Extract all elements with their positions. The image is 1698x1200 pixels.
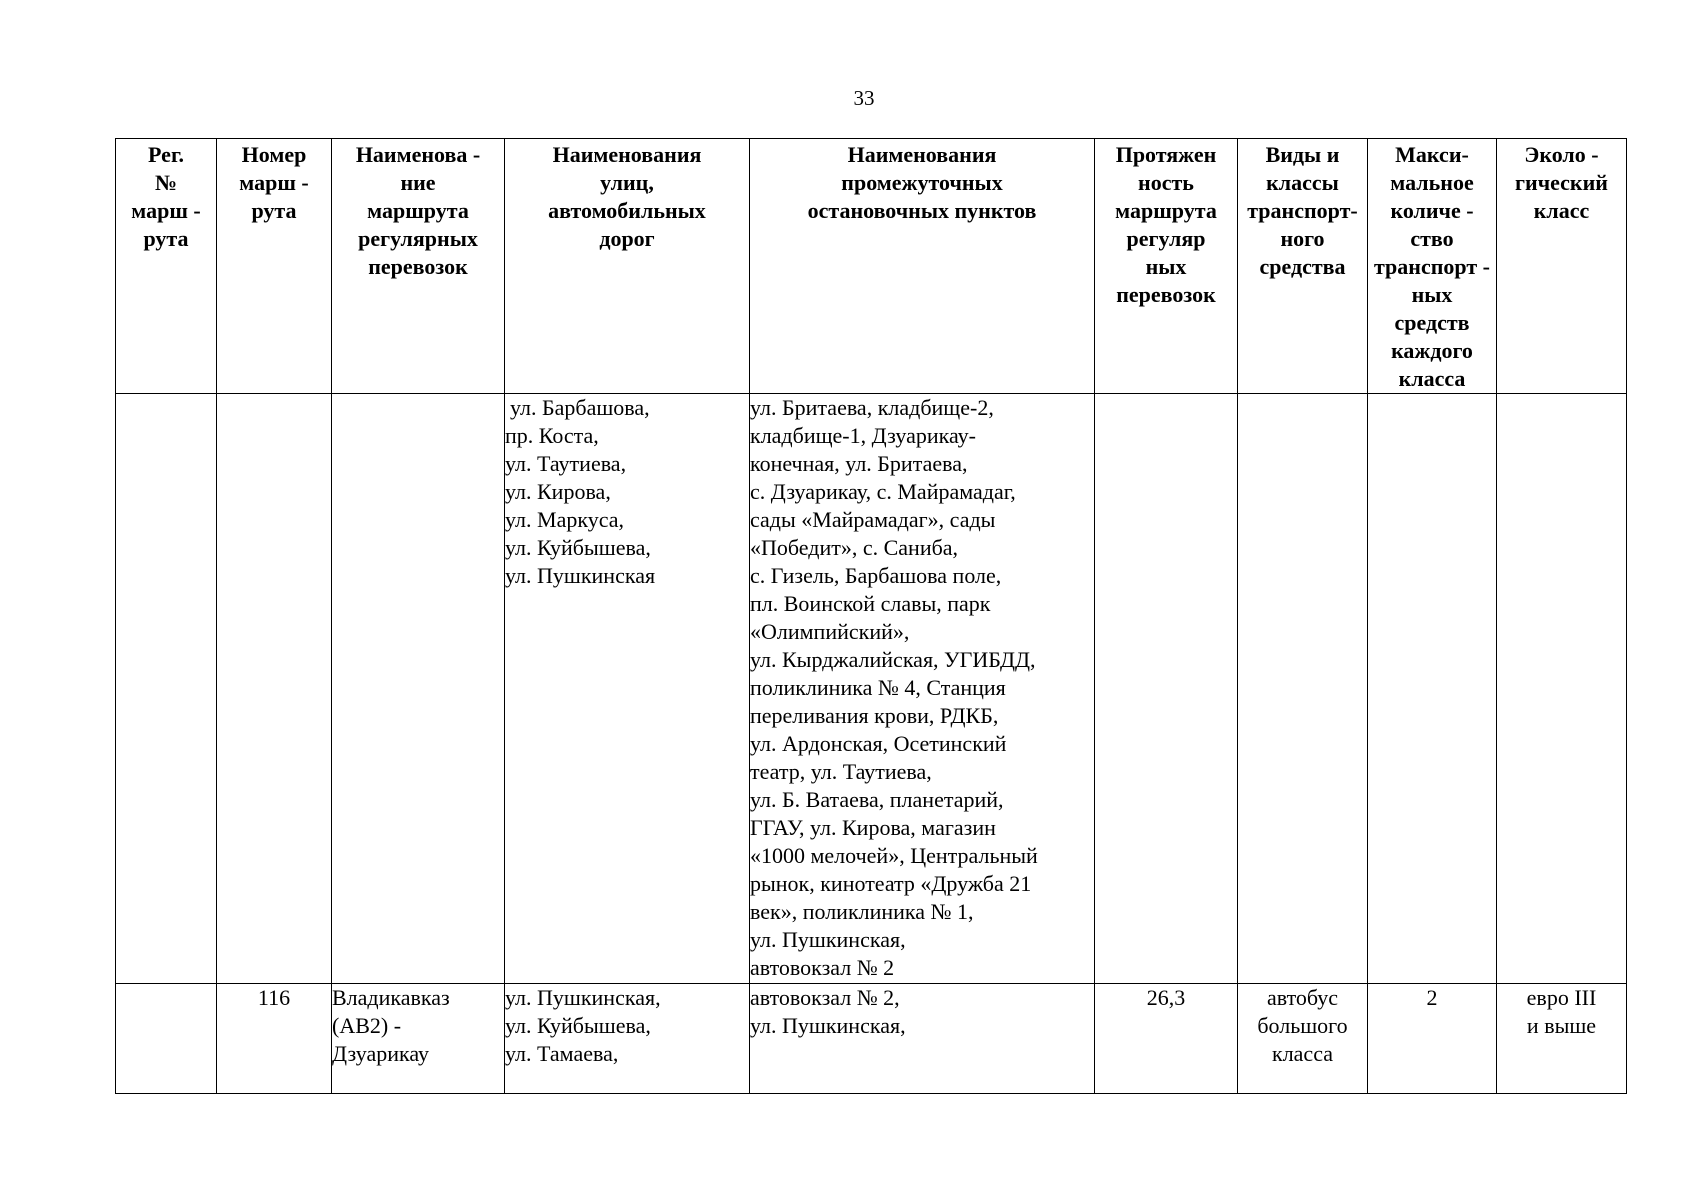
- header-line: автомобильных: [548, 198, 706, 223]
- header-streets: [505, 139, 750, 394]
- cell-stops: [750, 984, 1095, 1094]
- cell-line: евро III: [1526, 985, 1597, 1010]
- cell-line: класса: [1272, 1041, 1333, 1066]
- cell-line: ул. Б. Ватаева, планетарий,: [750, 787, 1004, 812]
- cell-streets: [505, 394, 750, 984]
- cell-route-name: [332, 984, 505, 1094]
- cell-eco-class: [1497, 394, 1627, 984]
- header-line: средства: [1259, 254, 1346, 279]
- cell-line: 2: [1426, 985, 1438, 1010]
- cell-line: кладбище-1, Дзуарикау-: [750, 423, 976, 448]
- header-line: рута: [143, 226, 189, 251]
- cell-route-name: [332, 394, 505, 984]
- header-line: мальное: [1390, 170, 1474, 195]
- cell-vehicle-types: [1238, 394, 1368, 984]
- cell-line: автовокзал № 2: [750, 955, 895, 980]
- header-stops: [750, 139, 1095, 394]
- cell-line: большого: [1257, 1013, 1348, 1038]
- cell-reg-no: [116, 394, 217, 984]
- cell-line: театр, ул. Таутиева,: [750, 759, 932, 784]
- cell-line: 116: [257, 985, 291, 1010]
- cell-line: сады «Майрамадаг», сады: [750, 507, 996, 532]
- cell-line: век», поликлиника № 1,: [750, 899, 974, 924]
- header-line: средств: [1394, 310, 1470, 335]
- header-line: гический: [1515, 170, 1608, 195]
- header-line: №: [154, 170, 178, 195]
- table-row: [116, 984, 1627, 1094]
- cell-streets: [505, 984, 750, 1094]
- header-line: Макси-: [1395, 142, 1469, 167]
- cell-stops: [750, 394, 1095, 984]
- cell-line: ул. Барбашова,: [510, 395, 650, 420]
- cell-line: Владикавказ: [332, 985, 450, 1010]
- cell-line: ул. Куйбышева,: [505, 1013, 651, 1038]
- header-line: маршрута: [1115, 198, 1217, 223]
- cell-line: ул. Пушкинская: [505, 563, 656, 588]
- cell-max-vehicles: [1368, 394, 1497, 984]
- header-eco-class: [1497, 139, 1627, 394]
- cell-line: ул. Тамаева,: [505, 1041, 619, 1066]
- header-route-no: [217, 139, 332, 394]
- header-line: дорог: [599, 226, 655, 251]
- header-line: марш -: [239, 170, 309, 195]
- header-line: промежуточных: [841, 170, 1003, 195]
- cell-line: пр. Коста,: [505, 423, 599, 448]
- cell-line: переливания крови, РДКБ,: [750, 703, 999, 728]
- header-route-name: [332, 139, 505, 394]
- cell-line: «1000 мелочей», Центральный: [750, 843, 1038, 868]
- header-line: ность: [1138, 170, 1194, 195]
- header-line: перевозок: [368, 254, 468, 279]
- header-line: каждого: [1391, 338, 1473, 363]
- cell-line: конечная, ул. Бритаева,: [750, 451, 968, 476]
- header-line: ние: [400, 170, 436, 195]
- header-line: ство: [1410, 226, 1454, 251]
- cell-vehicle-types: [1238, 984, 1368, 1094]
- cell-line: (АВ2) -: [332, 1013, 402, 1038]
- cell-line: автобус: [1266, 985, 1339, 1010]
- cell-line: ул. Куйбышева,: [505, 535, 651, 560]
- cell-line: ул. Кырджалийская, УГИБДД,: [750, 647, 1036, 672]
- cell-line: поликлиника № 4, Станция: [750, 675, 1006, 700]
- cell-line: ул. Таутиева,: [505, 451, 627, 476]
- header-line: классы: [1266, 170, 1339, 195]
- header-line: марш -: [131, 198, 201, 223]
- cell-line: ул. Пушкинская,: [750, 927, 906, 952]
- header-max-vehicles: [1368, 139, 1497, 394]
- cell-line: Дзуарикау: [332, 1041, 430, 1066]
- cell-route-no: [217, 984, 332, 1094]
- header-line: перевозок: [1116, 282, 1216, 307]
- cell-line: ул. Ардонская, Осетинский: [750, 731, 1007, 756]
- cell-length: [1095, 984, 1238, 1094]
- header-line: транспорт -: [1373, 254, 1490, 279]
- table-row: [116, 394, 1627, 984]
- cell-line: ул. Бритаева, кладбище-2,: [750, 395, 994, 420]
- header-line: класса: [1398, 366, 1466, 391]
- cell-route-no: [217, 394, 332, 984]
- cell-line: рынок, кинотеатр «Дружба 21: [750, 871, 1032, 896]
- header-line: улиц,: [600, 170, 654, 195]
- cell-line: автовокзал № 2,: [750, 985, 900, 1010]
- header-line: количе -: [1390, 198, 1474, 223]
- cell-max-vehicles: [1368, 984, 1497, 1094]
- header-line: Протяжен: [1115, 142, 1217, 167]
- header-line: транспорт-: [1247, 198, 1358, 223]
- header-line: Номер: [241, 142, 307, 167]
- header-line: класс: [1533, 198, 1590, 223]
- cell-length: [1095, 394, 1238, 984]
- header-line: Эколо -: [1524, 142, 1599, 167]
- header-line: Наименова -: [355, 142, 481, 167]
- header-line: остановочных пунктов: [807, 198, 1037, 223]
- header-line: Наименования: [847, 142, 997, 167]
- header-length: [1095, 139, 1238, 394]
- cell-line: с. Гизель, Барбашова поле,: [750, 563, 1002, 588]
- cell-line: ул. Пушкинская,: [750, 1013, 906, 1038]
- header-line: Виды и: [1265, 142, 1340, 167]
- header-line: Наименования: [552, 142, 702, 167]
- header-line: ного: [1280, 226, 1325, 251]
- cell-line: ул. Маркуса,: [505, 507, 625, 532]
- header-line: ных: [1145, 254, 1187, 279]
- header-line: регуляр: [1126, 226, 1206, 251]
- routes-table: [115, 138, 1627, 1094]
- table-body: [116, 394, 1627, 1094]
- header-line: Рег.: [148, 142, 184, 167]
- header-line: ных: [1411, 282, 1453, 307]
- header-reg-no: [116, 139, 217, 394]
- header-vehicle-types: [1238, 139, 1368, 394]
- cell-line: и выше: [1526, 1013, 1597, 1038]
- cell-line: ул. Пушкинская,: [505, 985, 661, 1010]
- cell-line: 26,3: [1146, 985, 1186, 1010]
- header-line: рута: [251, 198, 297, 223]
- table-header-row: [116, 139, 1627, 394]
- header-line: регулярных: [358, 226, 478, 251]
- cell-line: пл. Воинской славы, парк: [750, 591, 991, 616]
- cell-line: ГГАУ, ул. Кирова, магазин: [750, 815, 996, 840]
- cell-line: с. Дзуарикау, с. Майрамадаг,: [750, 479, 1016, 504]
- cell-line: «Победит», с. Саниба,: [750, 535, 959, 560]
- cell-eco-class: [1497, 984, 1627, 1094]
- cell-line: «Олимпийский»,: [750, 619, 910, 644]
- cell-line: ул. Кирова,: [505, 479, 611, 504]
- cell-reg-no: [116, 984, 217, 1094]
- page-number: 33: [853, 86, 875, 110]
- header-line: маршрута: [367, 198, 469, 223]
